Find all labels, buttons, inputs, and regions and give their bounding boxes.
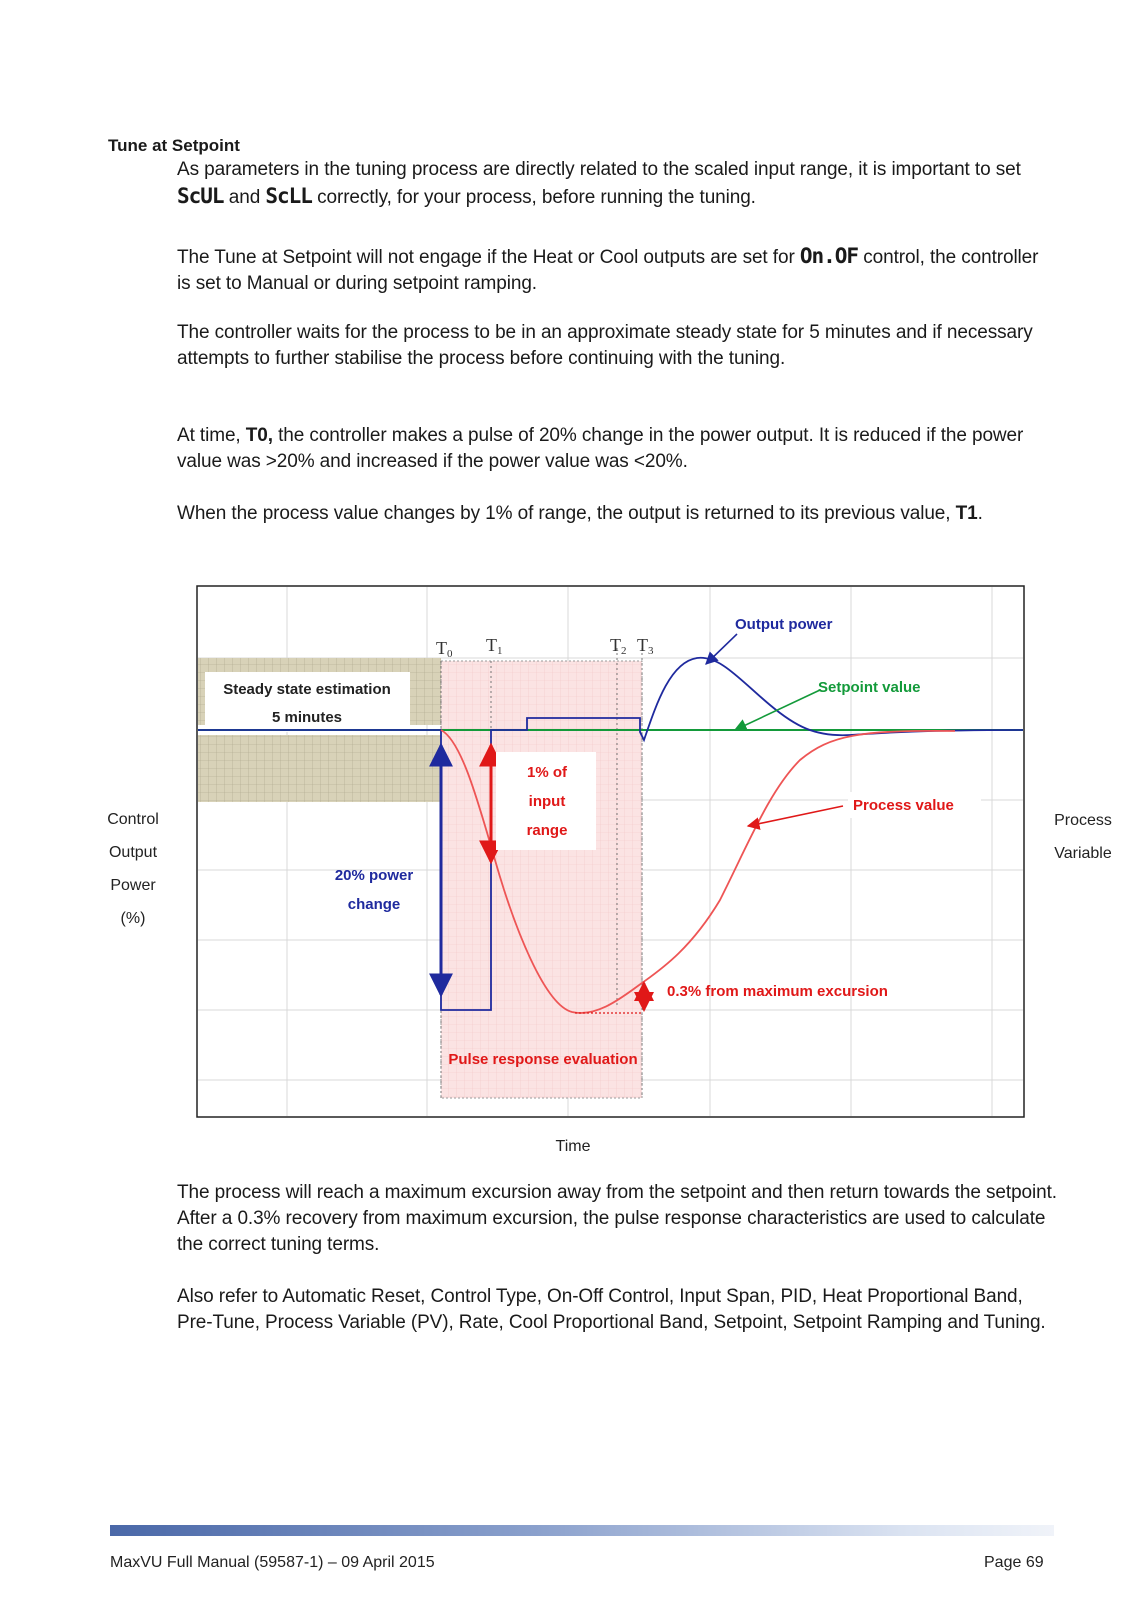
paragraph-return xyxy=(177,501,1057,527)
paragraph-text: control, the controller is set to Manual or during setpoint ramping. xyxy=(177,247,1039,294)
setpoint-value-label: Setpoint value xyxy=(818,679,921,696)
x-axis-label: Time xyxy=(555,1138,591,1155)
tuning-diagram xyxy=(0,580,1132,1160)
paragraph-text: correctly, for your process, before running the tuning. xyxy=(311,187,756,208)
output-power-label: Output power xyxy=(735,616,833,633)
paragraph-engage xyxy=(177,243,1057,297)
t1-label: T1 xyxy=(486,635,503,657)
footer-manual-title: MaxVU Full Manual (59587-1) – 09 April 2015 xyxy=(110,1554,435,1571)
footer-page-number: Page 69 xyxy=(984,1554,1044,1571)
code-scll: ScLL xyxy=(265,184,312,208)
paragraph-scaled-range xyxy=(177,157,1057,211)
right-axis-label-1: Process xyxy=(1054,812,1112,829)
paragraph-text: and xyxy=(223,187,266,208)
paragraph-text: . xyxy=(977,503,983,524)
left-axis-label-2: Output xyxy=(108,844,158,861)
input-range-label-3: range xyxy=(526,822,568,839)
left-axis-label-3: Power xyxy=(110,877,156,894)
paragraph-excursion: The process will reach a maximum excursion away from the setpoint and then return towards the setpoint. After a 0.3% recovery from maximum excursion, the pulse response characteristics are used to calculate the correct tuning terms. xyxy=(177,1182,1057,1255)
input-range-label-1: 1% of xyxy=(526,764,568,781)
t1-bold: T1 xyxy=(955,503,978,524)
power-change-label-1: 20% power xyxy=(334,867,414,884)
input-range-label-2: input xyxy=(528,793,566,810)
right-axis-label-2: Variable xyxy=(1054,845,1112,862)
paragraph-text: As parameters in the tuning process are directly related to the scaled input range, it is important to set xyxy=(177,159,1021,180)
section-heading: Tune at Setpoint xyxy=(108,136,240,155)
paragraph-text: When the process value changes by 1% of range, the output is returned to its previous value, xyxy=(177,503,956,524)
steady-state-label: Steady state estimation xyxy=(223,681,391,698)
paragraph-pulse xyxy=(177,423,1057,475)
t3-label: T3 xyxy=(637,635,654,657)
footer-bar xyxy=(110,1525,1054,1536)
code-onof: On.OF xyxy=(799,244,859,268)
left-axis-label-1: Control xyxy=(107,811,159,828)
t2-label: T2 xyxy=(610,635,627,657)
recovery-label: 0.3% from maximum excursion xyxy=(667,983,888,1000)
paragraph-steady-state: The controller waits for the process to be in an approximate steady state for 5 minutes and if necessary attempts to further stabilise the process before continuing with the tuning. xyxy=(177,322,1033,369)
paragraph-refer: Also refer to Automatic Reset, Control Type, On-Off Control, Input Span, PID, Heat Proportional Band, Pre-Tune, Process Variable (PV), Rate, Cool Proportional Band, Setpoint, Setpoint Ramping and Tuning. xyxy=(177,1286,1046,1333)
t0-bold: T0, xyxy=(245,425,273,446)
t0-label: T0 xyxy=(436,638,453,660)
paragraph-text: the controller makes a pulse of 20% change in the power output. It is reduced if the power value was >20% and increased if the power value was <20%. xyxy=(177,425,1024,472)
power-change-label-2: change xyxy=(347,896,401,913)
pulse-evaluation-label: Pulse response evaluation xyxy=(448,1051,638,1068)
left-axis-label-4: (%) xyxy=(120,910,146,927)
code-scul: ScUL xyxy=(177,184,224,208)
paragraph-text: The Tune at Setpoint will not engage if the Heat or Cool outputs are set for xyxy=(177,247,800,268)
paragraph-text: At time, xyxy=(177,425,246,446)
steady-state-duration: 5 minutes xyxy=(271,709,343,726)
process-value-label: Process value xyxy=(853,797,954,814)
